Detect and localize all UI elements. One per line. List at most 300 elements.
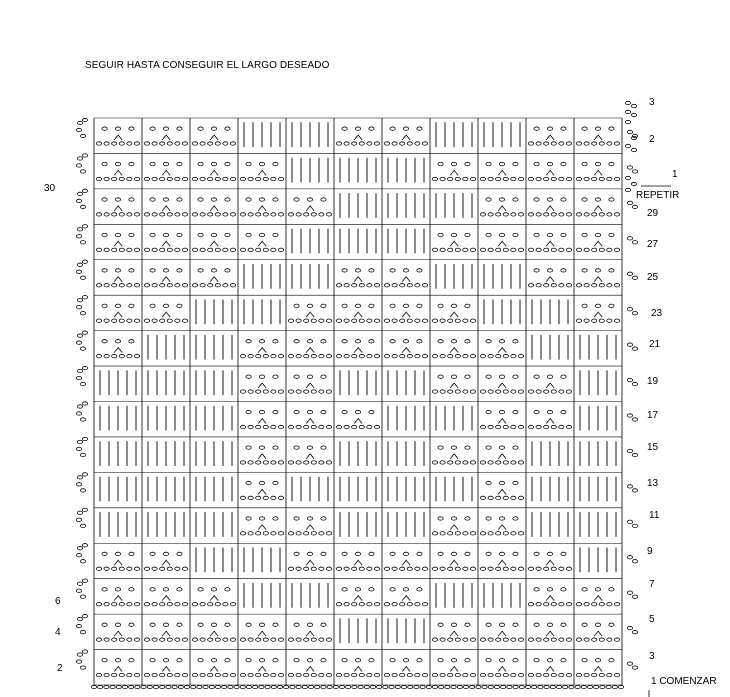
turning-chain: [627, 485, 632, 488]
turning-chain: [82, 508, 87, 511]
chain-stitch: [513, 658, 518, 661]
chain-stitch: [415, 284, 420, 287]
chain-stitch: [463, 461, 468, 464]
chain-stitch: [607, 248, 612, 251]
chain-stitch: [451, 233, 456, 236]
chain-stitch: [384, 319, 389, 322]
chain-stitch: [167, 603, 172, 606]
chain-stitch: [104, 284, 109, 287]
chain-stitch: [127, 142, 132, 145]
foundation-chain: [494, 685, 499, 688]
foundation-chain: [172, 685, 177, 688]
turning-chain: [625, 176, 630, 179]
chain-stitch: [112, 673, 117, 676]
chain-stitch: [278, 496, 283, 499]
chain-stitch: [486, 340, 491, 343]
chain-stitch: [336, 567, 341, 570]
chain-stitch: [369, 552, 374, 555]
shell-stitch: [354, 277, 362, 282]
turning-chain: [632, 311, 637, 314]
chain-stitch: [321, 340, 326, 343]
foundation-chain: [358, 685, 363, 688]
chain-stitch: [355, 552, 360, 555]
chain-stitch: [182, 213, 187, 216]
turning-chain: [632, 524, 637, 527]
chain-stitch: [271, 213, 276, 216]
chain-stitch: [112, 284, 117, 287]
chain-stitch: [246, 481, 251, 484]
turning-chain: [632, 382, 637, 385]
chain-stitch: [246, 658, 251, 661]
shell-stitch: [402, 312, 410, 317]
chain-stitch: [432, 319, 437, 322]
chain-stitch: [177, 269, 182, 272]
chain-stitch: [160, 567, 165, 570]
chain-stitch: [465, 552, 470, 555]
chain-stitch: [534, 233, 539, 236]
turning-chain: [632, 418, 637, 421]
chain-stitch: [455, 248, 460, 251]
chain-stitch: [192, 284, 197, 287]
foundation-chain: [488, 685, 493, 688]
chain-stitch: [496, 532, 501, 535]
turning-chain: [82, 579, 87, 582]
chain-stitch: [296, 354, 301, 357]
chain-stitch: [566, 425, 571, 428]
chain-stitch: [486, 552, 491, 555]
chain-stitch: [256, 532, 261, 535]
chain-stitch: [150, 588, 155, 591]
chain-stitch: [595, 127, 600, 130]
turning-chain: [76, 660, 81, 663]
chain-stitch: [240, 354, 245, 357]
chain-stitch: [451, 658, 456, 661]
shell-stitch: [498, 170, 506, 175]
chain-stitch: [513, 623, 518, 626]
row-label-11: 11: [649, 510, 660, 521]
chain-stitch: [112, 213, 117, 216]
chain-stitch: [536, 213, 541, 216]
chain-stitch: [127, 603, 132, 606]
chain-stitch: [319, 461, 324, 464]
foundation-chain: [339, 685, 344, 688]
chain-stitch: [256, 461, 261, 464]
chain-stitch: [150, 233, 155, 236]
row-label-7: 7: [649, 579, 655, 590]
shell-stitch: [306, 348, 314, 353]
chain-stitch: [307, 446, 312, 449]
chain-stitch: [263, 390, 268, 393]
chain-stitch: [547, 623, 552, 626]
chain-stitch: [119, 354, 124, 357]
chain-stitch: [319, 567, 324, 570]
shell-stitch: [450, 454, 458, 459]
chain-stitch: [599, 284, 604, 287]
chain-stitch: [403, 340, 408, 343]
chain-stitch: [544, 177, 549, 180]
turning-chain: [82, 154, 87, 157]
chain-stitch: [144, 319, 149, 322]
foundation-chain: [129, 685, 134, 688]
chain-stitch: [211, 658, 216, 661]
chain-stitch: [607, 319, 612, 322]
chain-stitch: [192, 177, 197, 180]
foundation-chain: [451, 685, 456, 688]
chain-stitch: [465, 304, 470, 307]
shell-stitch: [162, 206, 170, 211]
chain-stitch: [115, 340, 120, 343]
shell-stitch: [306, 383, 314, 388]
chain-stitch: [344, 284, 349, 287]
chain-stitch: [390, 304, 395, 307]
chain-stitch: [119, 638, 124, 641]
chain-stitch: [576, 319, 581, 322]
chain-stitch: [576, 673, 581, 676]
chain-stitch: [488, 354, 493, 357]
chain-stitch: [177, 552, 182, 555]
turning-chain: [76, 128, 81, 131]
chain-stitch: [528, 603, 533, 606]
turning-chain: [82, 331, 87, 334]
chain-stitch: [390, 127, 395, 130]
foundation-chain: [501, 685, 506, 688]
chain-stitch: [465, 233, 470, 236]
foundation-chain: [265, 685, 270, 688]
turning-chain: [76, 376, 81, 379]
chain-stitch: [599, 638, 604, 641]
chain-stitch: [192, 248, 197, 251]
turning-chain: [632, 205, 637, 208]
chain-stitch: [319, 673, 324, 676]
chain-stitch: [326, 425, 331, 428]
chain-stitch: [144, 142, 149, 145]
chain-stitch: [240, 496, 245, 499]
chain-stitch: [263, 213, 268, 216]
chain-stitch: [599, 248, 604, 251]
turning-chain: [82, 225, 87, 228]
chain-stitch: [127, 248, 132, 251]
chain-stitch: [384, 603, 389, 606]
chain-stitch: [400, 567, 405, 570]
chain-stitch: [534, 552, 539, 555]
chain-stitch: [134, 673, 139, 676]
chain-stitch: [336, 603, 341, 606]
turning-chain: [82, 437, 87, 440]
chain-stitch: [536, 425, 541, 428]
chain-stitch: [486, 517, 491, 520]
chain-stitch: [278, 213, 283, 216]
foundation-chain: [166, 685, 171, 688]
chain-stitch: [319, 638, 324, 641]
shell-stitch: [594, 667, 602, 672]
chain-stitch: [417, 658, 422, 661]
chain-stitch: [321, 658, 326, 661]
chain-stitch: [374, 142, 379, 145]
chain-stitch: [119, 603, 124, 606]
foundation-chain: [556, 685, 561, 688]
chain-stitch: [230, 638, 235, 641]
chain-stitch: [513, 162, 518, 165]
turning-chain: [82, 544, 87, 547]
chain-stitch: [311, 673, 316, 676]
chain-stitch: [488, 638, 493, 641]
chain-stitch: [499, 552, 504, 555]
chain-stitch: [400, 142, 405, 145]
foundation-chain: [389, 685, 394, 688]
chain-stitch: [208, 142, 213, 145]
chain-stitch: [248, 177, 253, 180]
chain-stitch: [352, 142, 357, 145]
chain-stitch: [240, 213, 245, 216]
shell-stitch: [258, 206, 266, 211]
shell-stitch: [162, 135, 170, 140]
chain-stitch: [278, 461, 283, 464]
chain-stitch: [271, 461, 276, 464]
chain-stitch: [480, 354, 485, 357]
chain-stitch: [263, 425, 268, 428]
chain-stitch: [167, 213, 172, 216]
shell-stitch: [450, 312, 458, 317]
turning-chain: [77, 476, 82, 479]
chain-stitch: [455, 673, 460, 676]
chain-stitch: [403, 588, 408, 591]
chain-stitch: [547, 410, 552, 413]
chain-stitch: [486, 410, 491, 413]
chain-stitch: [607, 177, 612, 180]
chain-stitch: [115, 162, 120, 165]
chain-stitch: [127, 638, 132, 641]
chain-stitch: [319, 425, 324, 428]
chain-stitch: [384, 567, 389, 570]
foundation-chain: [271, 685, 276, 688]
chain-stitch: [561, 162, 566, 165]
chain-stitch: [576, 638, 581, 641]
chain-stitch: [432, 567, 437, 570]
chain-stitch: [392, 673, 397, 676]
chain-stitch: [102, 623, 107, 626]
chain-stitch: [488, 567, 493, 570]
chain-stitch: [407, 603, 412, 606]
chain-stitch: [119, 177, 124, 180]
chain-stitch: [271, 390, 276, 393]
chain-stitch: [273, 481, 278, 484]
chain-stitch: [576, 284, 581, 287]
chain-stitch: [438, 552, 443, 555]
foundation-chain: [575, 685, 580, 688]
chain-stitch: [566, 142, 571, 145]
chain-stitch: [259, 446, 264, 449]
chain-stitch: [304, 354, 309, 357]
chain-stitch: [374, 673, 379, 676]
chain-stitch: [432, 461, 437, 464]
chain-stitch: [198, 269, 203, 272]
chain-stitch: [592, 142, 597, 145]
chain-stitch: [182, 319, 187, 322]
shell-stitch: [162, 170, 170, 175]
chain-stitch: [547, 375, 552, 378]
chain-stitch: [246, 162, 251, 165]
chain-stitch: [326, 213, 331, 216]
chain-stitch: [223, 177, 228, 180]
chain-stitch: [311, 461, 316, 464]
shell-stitch: [258, 418, 266, 423]
chain-stitch: [359, 284, 364, 287]
chain-stitch: [367, 425, 372, 428]
chain-stitch: [513, 481, 518, 484]
chain-stitch: [582, 588, 587, 591]
chain-stitch: [152, 567, 157, 570]
turning-chain: [627, 378, 632, 381]
turning-chain: [625, 120, 630, 123]
chain-stitch: [576, 177, 581, 180]
chain-stitch: [499, 375, 504, 378]
chain-stitch: [129, 304, 134, 307]
chain-stitch: [582, 269, 587, 272]
shell-stitch: [546, 596, 554, 601]
chain-stitch: [102, 269, 107, 272]
shell-stitch: [498, 525, 506, 530]
chain-stitch: [240, 461, 245, 464]
chain-stitch: [607, 603, 612, 606]
chain-stitch: [127, 567, 132, 570]
chain-stitch: [336, 673, 341, 676]
chain-stitch: [369, 588, 374, 591]
chain-stitch: [321, 517, 326, 520]
row-label-17: 17: [647, 410, 659, 421]
turning-chain: [80, 311, 85, 314]
chain-stitch: [448, 673, 453, 676]
chain-stitch: [296, 673, 301, 676]
chain-stitch: [304, 532, 309, 535]
chain-stitch: [344, 425, 349, 428]
shell-stitch: [450, 525, 458, 530]
chain-stitch: [470, 248, 475, 251]
chain-stitch: [470, 461, 475, 464]
chain-stitch: [463, 532, 468, 535]
chain-stitch: [96, 567, 101, 570]
chain-stitch: [582, 127, 587, 130]
chain-stitch: [246, 446, 251, 449]
chain-stitch: [355, 588, 360, 591]
chain-stitch: [163, 162, 168, 165]
chain-stitch: [503, 461, 508, 464]
chain-stitch: [198, 623, 203, 626]
chain-stitch: [326, 354, 331, 357]
chain-stitch: [547, 233, 552, 236]
chain-stitch: [150, 552, 155, 555]
chain-stitch: [307, 658, 312, 661]
chain-stitch: [400, 319, 405, 322]
chain-stitch: [614, 673, 619, 676]
foundation-chain: [191, 685, 196, 688]
chain-stitch: [112, 603, 117, 606]
chain-stitch: [321, 375, 326, 378]
chain-stitch: [304, 567, 309, 570]
foundation-chain: [532, 685, 537, 688]
chain-stitch: [177, 162, 182, 165]
foundation-chain: [346, 685, 351, 688]
chain-stitch: [417, 340, 422, 343]
foundation-chain: [240, 685, 245, 688]
foundation-chain: [519, 685, 524, 688]
chain-stitch: [551, 673, 556, 676]
shell-stitch: [546, 418, 554, 423]
chain-stitch: [499, 481, 504, 484]
chain-stitch: [127, 354, 132, 357]
chain-stitch: [326, 319, 331, 322]
chain-stitch: [417, 269, 422, 272]
chain-stitch: [319, 390, 324, 393]
chain-stitch: [163, 552, 168, 555]
turning-chain: [82, 366, 87, 369]
chain-stitch: [352, 319, 357, 322]
turning-chain: [627, 591, 632, 594]
chain-stitch: [321, 198, 326, 201]
chain-stitch: [384, 284, 389, 287]
chain-stitch: [304, 638, 309, 641]
chain-stitch: [144, 213, 149, 216]
chain-stitch: [225, 127, 230, 130]
shell-stitch: [498, 418, 506, 423]
chain-stitch: [208, 638, 213, 641]
chain-stitch: [304, 425, 309, 428]
chain-stitch: [536, 567, 541, 570]
chain-stitch: [294, 552, 299, 555]
chain-stitch: [566, 177, 571, 180]
turning-chain: [77, 547, 82, 550]
shell-stitch: [114, 170, 122, 175]
shell-stitch: [306, 312, 314, 317]
chain-stitch: [440, 567, 445, 570]
chain-stitch: [278, 248, 283, 251]
row-label-21: 21: [649, 339, 661, 350]
chain-stitch: [499, 162, 504, 165]
chain-stitch: [566, 638, 571, 641]
chain-stitch: [480, 567, 485, 570]
chain-stitch: [352, 603, 357, 606]
shell-stitch: [354, 312, 362, 317]
chain-stitch: [551, 638, 556, 641]
chain-stitch: [336, 354, 341, 357]
chain-stitch: [167, 284, 172, 287]
chain-stitch: [259, 233, 264, 236]
chain-stitch: [215, 673, 220, 676]
chain-stitch: [415, 142, 420, 145]
chain-stitch: [352, 567, 357, 570]
chain-stitch: [256, 390, 261, 393]
chain-stitch: [319, 532, 324, 535]
turning-chain: [627, 272, 632, 275]
chain-stitch: [223, 284, 228, 287]
chain-stitch: [609, 198, 614, 201]
chain-stitch: [513, 198, 518, 201]
chain-stitch: [112, 177, 117, 180]
chain-stitch: [432, 390, 437, 393]
turning-chain: [77, 334, 82, 337]
chain-stitch: [496, 213, 501, 216]
foundation-chain: [364, 685, 369, 688]
chain-stitch: [470, 567, 475, 570]
chain-stitch: [288, 425, 293, 428]
chain-stitch: [177, 233, 182, 236]
chain-stitch: [534, 623, 539, 626]
chain-stitch: [175, 673, 180, 676]
chain-stitch: [240, 425, 245, 428]
turning-chain: [627, 201, 632, 204]
chain-stitch: [448, 248, 453, 251]
shell-stitch: [546, 631, 554, 636]
turning-chain: [76, 554, 81, 557]
